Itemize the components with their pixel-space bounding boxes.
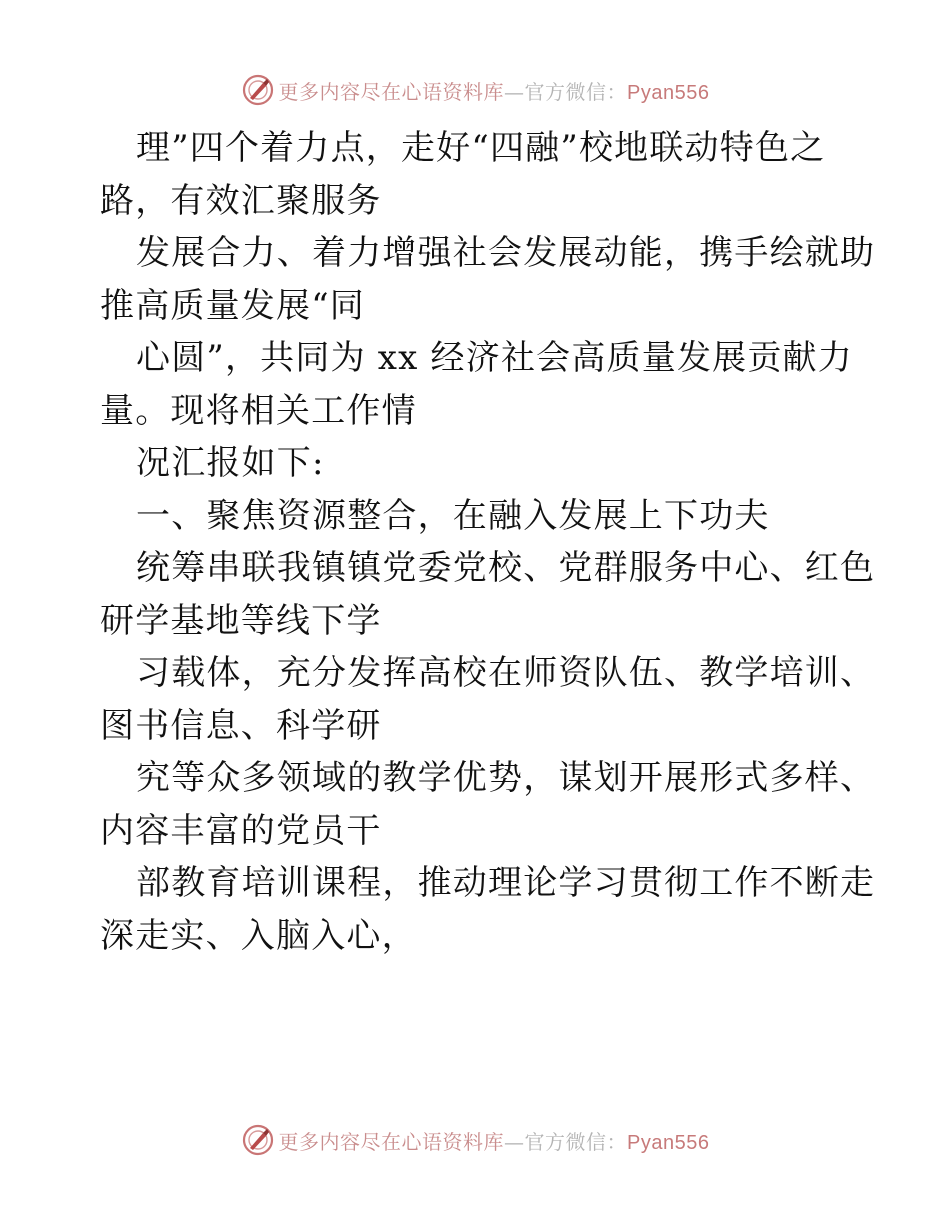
banner-wechat-label: 官方微信：: [524, 79, 628, 104]
body-line: 发展合力、着力增强社会发展动能，携手绘就助: [136, 233, 876, 273]
body-line: 部教育培训课程，推动理论学习贯彻工作不断走: [136, 863, 876, 903]
banner-text: [279, 76, 710, 105]
body-line: 理”四个着力点，走好“四融”校地联动特色之: [136, 128, 826, 168]
banner-brand: 更多内容尽在心语资料库: [278, 79, 505, 104]
body-line: 究等众多领域的教学优势，谋划开展形式多样、: [136, 758, 876, 798]
body-line: 习载体，充分发挥高校在师资队伍、教学培训、: [136, 653, 876, 693]
banner-separator: —: [504, 1129, 525, 1154]
body-line: 内容丰富的党员干: [100, 810, 382, 851]
body-line: 推高质量发展“同: [100, 285, 365, 326]
banner-wechat-label: 官方微信：: [524, 1129, 628, 1154]
section-heading: 一、聚焦资源整合，在融入发展上下功夫: [136, 495, 770, 536]
body-line: 统筹串联我镇镇党委党校、党群服务中心、红色: [136, 548, 876, 588]
header-banner: [0, 70, 950, 110]
footer-banner: [0, 1120, 950, 1160]
banner-wechat-id: Pyan556: [627, 81, 710, 104]
banner-wechat-id: Pyan556: [627, 1131, 710, 1154]
banner-brand: 更多内容尽在心语资料库: [278, 1129, 505, 1154]
seal-logo-icon: [241, 73, 275, 107]
body-line: 深走实、入脑入心，: [100, 915, 417, 956]
body-line: 图书信息、科学研: [100, 705, 382, 746]
banner-separator: —: [504, 79, 525, 104]
document-body: [100, 122, 876, 962]
body-line: 路，有效汇聚服务: [100, 180, 382, 221]
body-line: 况汇报如下:: [136, 443, 325, 483]
body-line: 量。现将相关工作情: [100, 390, 417, 431]
body-line: 心圆”，共同为 xx 经济社会高质量发展贡献力: [136, 338, 853, 378]
seal-logo-icon: [241, 1123, 275, 1157]
banner-text: [279, 1126, 710, 1155]
body-line: 研学基地等线下学: [100, 600, 382, 641]
